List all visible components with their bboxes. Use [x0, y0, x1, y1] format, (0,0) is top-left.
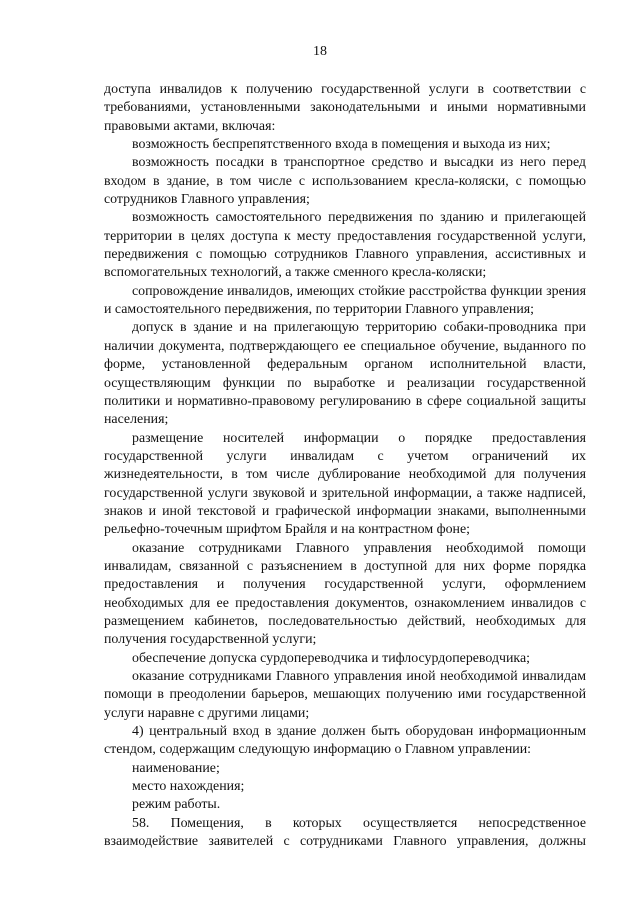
paragraph-guide-dog: допуск в здание и на прилегающую территорию собаки-проводника при наличии документа, подтверждающего ее специальное обучение, выданного по форме, установленной федеральным органом исполнительной власти, осуществляющим функции по выработке и реализации государственной политики и нормативно-правовому регулированию в сфере социальной защиты населения; [104, 320, 586, 428]
page-number: 18 [313, 44, 327, 59]
paragraph-escort: сопровождение инвалидов, имеющих стойкие расстройства функции зрения и самостоятельного передвижения, по территории Главного управления; [104, 283, 586, 318]
paragraph-sign-interpreter: обеспечение допуска сурдопереводчика и тифлосурдопереводчика; [132, 650, 530, 666]
paragraph-premises-58: 58. Помещения, в которых осуществляется непосредственное взаимодействие заявителей с сотрудниками Главного управления, должны [104, 815, 586, 850]
paragraph-staff-assistance: оказание сотрудниками Главного управления необходимой помощи инвалидам, связанной с разъяснением в доступной для них форме порядка предоставления и получения государственной услуги, оформлением необходимых для ее предоставления документов, ознакомлением инвалидов с размещением кабинетов, последовательностью действий, необходимых для получения государственной услуги; [104, 540, 586, 648]
paragraph-access-continuation: доступа инвалидов к получению государственной услуги в соответствии с требованиями, установленными законодательными и иными нормативными правовыми актами, включая: [104, 82, 586, 134]
list-item-name: наименование; [132, 760, 220, 776]
paragraph-information-carriers: размещение носителей информации о порядке предоставления государственной услуги инвалидам с учетом ограничений их жизнедеятельности, в том числе дублирование необходимой для получения государственной услуги звуковой и зрительной информации, а также надписей, знаков и иной текстовой и графической информации знаками, выполненными рельефно-точечным шрифтом Брайля и на контрастном фоне; [104, 430, 586, 538]
paragraph-entry-exit: возможность беспрепятственного входа в помещения и выхода из них; [132, 137, 551, 153]
paragraph-other-assistance: оказание сотрудниками Главного управления иной необходимой инвалидам помощи в преодолении барьеров, мешающих получению ими государственной услуги наравне с другими лицами; [104, 669, 586, 721]
paragraph-boarding-vehicle: возможность посадки в транспортное средство и высадки из него перед входом в здание, в том числе с использованием кресла-коляски, с помощью сотрудников Главного управления; [104, 155, 586, 208]
paragraph-info-stand: 4) центральный вход в здание должен быть оборудован информационным стендом, содержащим следующую информацию о Главном управлении: [104, 724, 586, 758]
list-item-location: место нахождения; [132, 779, 245, 795]
list-item-working-hours: режим работы. [132, 797, 221, 813]
paragraph-independent-movement: возможность самостоятельного передвижения по зданию и прилегающей территории в целях доступа к месту предоставления государственной услуги, передвижения с помощью сотрудников Главного управления, ассистивных и вспомогательных технологий, а также сменного кресла-коляски; [104, 210, 586, 281]
document-body [104, 81, 586, 851]
